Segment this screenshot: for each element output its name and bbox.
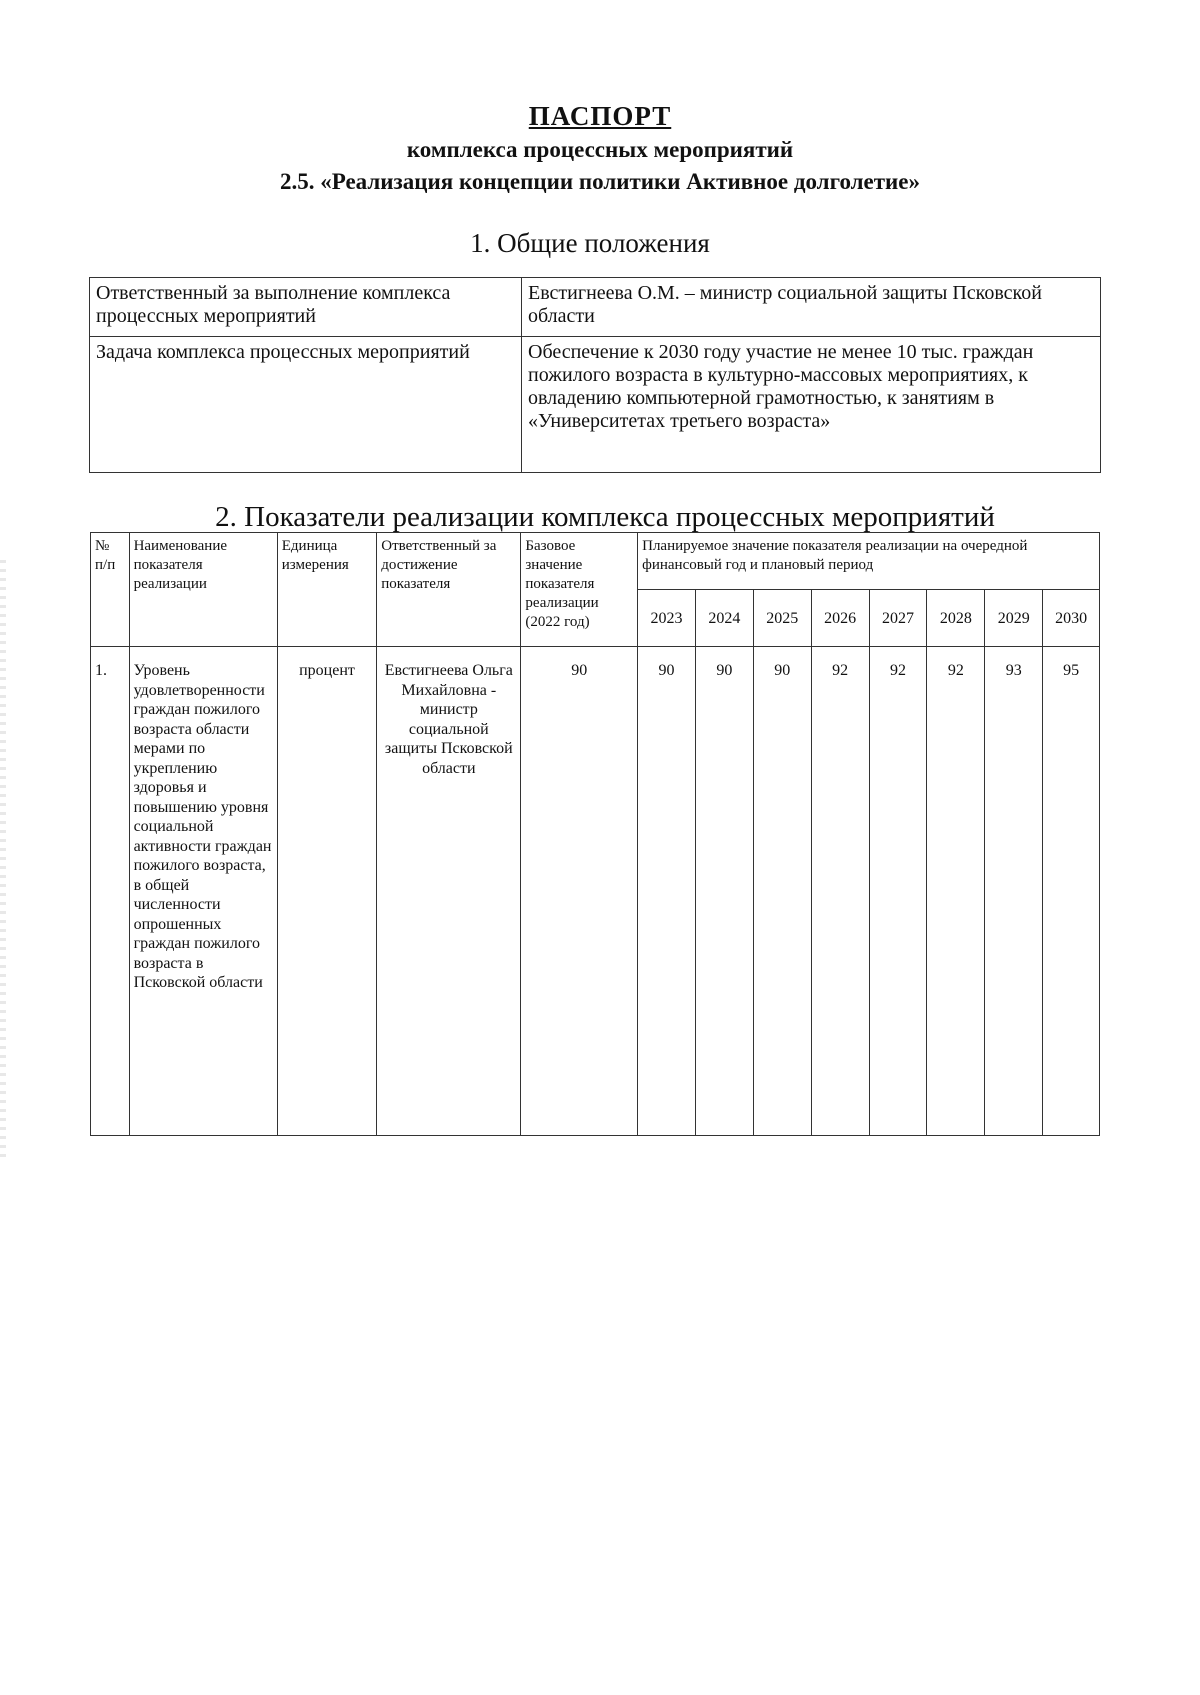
header-responsible: Ответственный за достижение показателя bbox=[377, 533, 521, 647]
section-1-title: 1. Общие положения bbox=[470, 228, 710, 258]
indicators-table bbox=[90, 532, 1100, 1136]
table-row bbox=[90, 337, 1101, 473]
year-2026: 2026 bbox=[811, 590, 869, 647]
document-title: ПАСПОРТ bbox=[528, 101, 672, 131]
task-value: Обеспечение к 2030 году участие не менее 10 тыс. граждан пожилого возраста в культурно-массовых мероприятиях, к овладению компьютерной грамотностью, к занятиям в «Университетах третьего возраста» bbox=[522, 337, 1101, 473]
value-2028: 92 bbox=[927, 647, 985, 1136]
year-2030: 2030 bbox=[1043, 590, 1100, 647]
unit-value: процент bbox=[277, 647, 376, 1136]
year-2028: 2028 bbox=[927, 590, 985, 647]
value-2025: 90 bbox=[753, 647, 811, 1136]
document-header bbox=[0, 98, 1200, 198]
year-2023: 2023 bbox=[638, 590, 696, 647]
section-2-title: 2. Показатели реализации комплекса процессных мероприятий bbox=[215, 501, 995, 533]
value-2027: 92 bbox=[869, 647, 927, 1136]
responsible-value: Евстигнеева О.М. – министр социальной защиты Псковской области bbox=[522, 278, 1101, 337]
task-label: Задача комплекса процессных мероприятий bbox=[90, 337, 522, 473]
year-2027: 2027 bbox=[869, 590, 927, 647]
indicator-name: Уровень удовлетворенности граждан пожилого возраста области мерами по укреплению здоровья и повышению уровня социальной активности граждан пожилого возраста, в общей численности опрошенных граждан пожилого возраста в Псковской области bbox=[129, 647, 277, 1136]
value-2029: 93 bbox=[985, 647, 1043, 1136]
general-provisions-table bbox=[89, 277, 1101, 473]
value-2024: 90 bbox=[695, 647, 753, 1136]
table-header-row bbox=[91, 533, 1100, 590]
value-2026: 92 bbox=[811, 647, 869, 1136]
value-2023: 90 bbox=[638, 647, 696, 1136]
header-unit: Единица измерения bbox=[277, 533, 376, 647]
row-number: 1. bbox=[91, 647, 130, 1136]
header-indicator: Наименование показателя реализации bbox=[129, 533, 277, 647]
header-number: № п/п bbox=[91, 533, 130, 647]
responsible-person: Евстигнеева Ольга Михайловна - министр социальной защиты Псковской области bbox=[377, 647, 521, 1136]
table-row bbox=[90, 278, 1101, 337]
program-name: 2.5. «Реализация концепции политики Активное долголетие» bbox=[279, 169, 921, 194]
scan-edge-artifact bbox=[0, 560, 6, 1160]
year-2024: 2024 bbox=[695, 590, 753, 647]
year-2029: 2029 bbox=[985, 590, 1043, 647]
header-base-value: Базовое значение показателя реализации (2022 год) bbox=[521, 533, 638, 647]
document-subtitle: комплекса процессных мероприятий bbox=[406, 137, 794, 162]
value-2030: 95 bbox=[1043, 647, 1100, 1136]
table-row bbox=[91, 647, 1100, 1136]
base-value: 90 bbox=[521, 647, 638, 1136]
header-planned-values: Планируемое значение показателя реализации на очередной финансовый год и плановый период bbox=[638, 533, 1100, 590]
year-2025: 2025 bbox=[753, 590, 811, 647]
responsible-label: Ответственный за выполнение комплекса процессных мероприятий bbox=[90, 278, 522, 337]
